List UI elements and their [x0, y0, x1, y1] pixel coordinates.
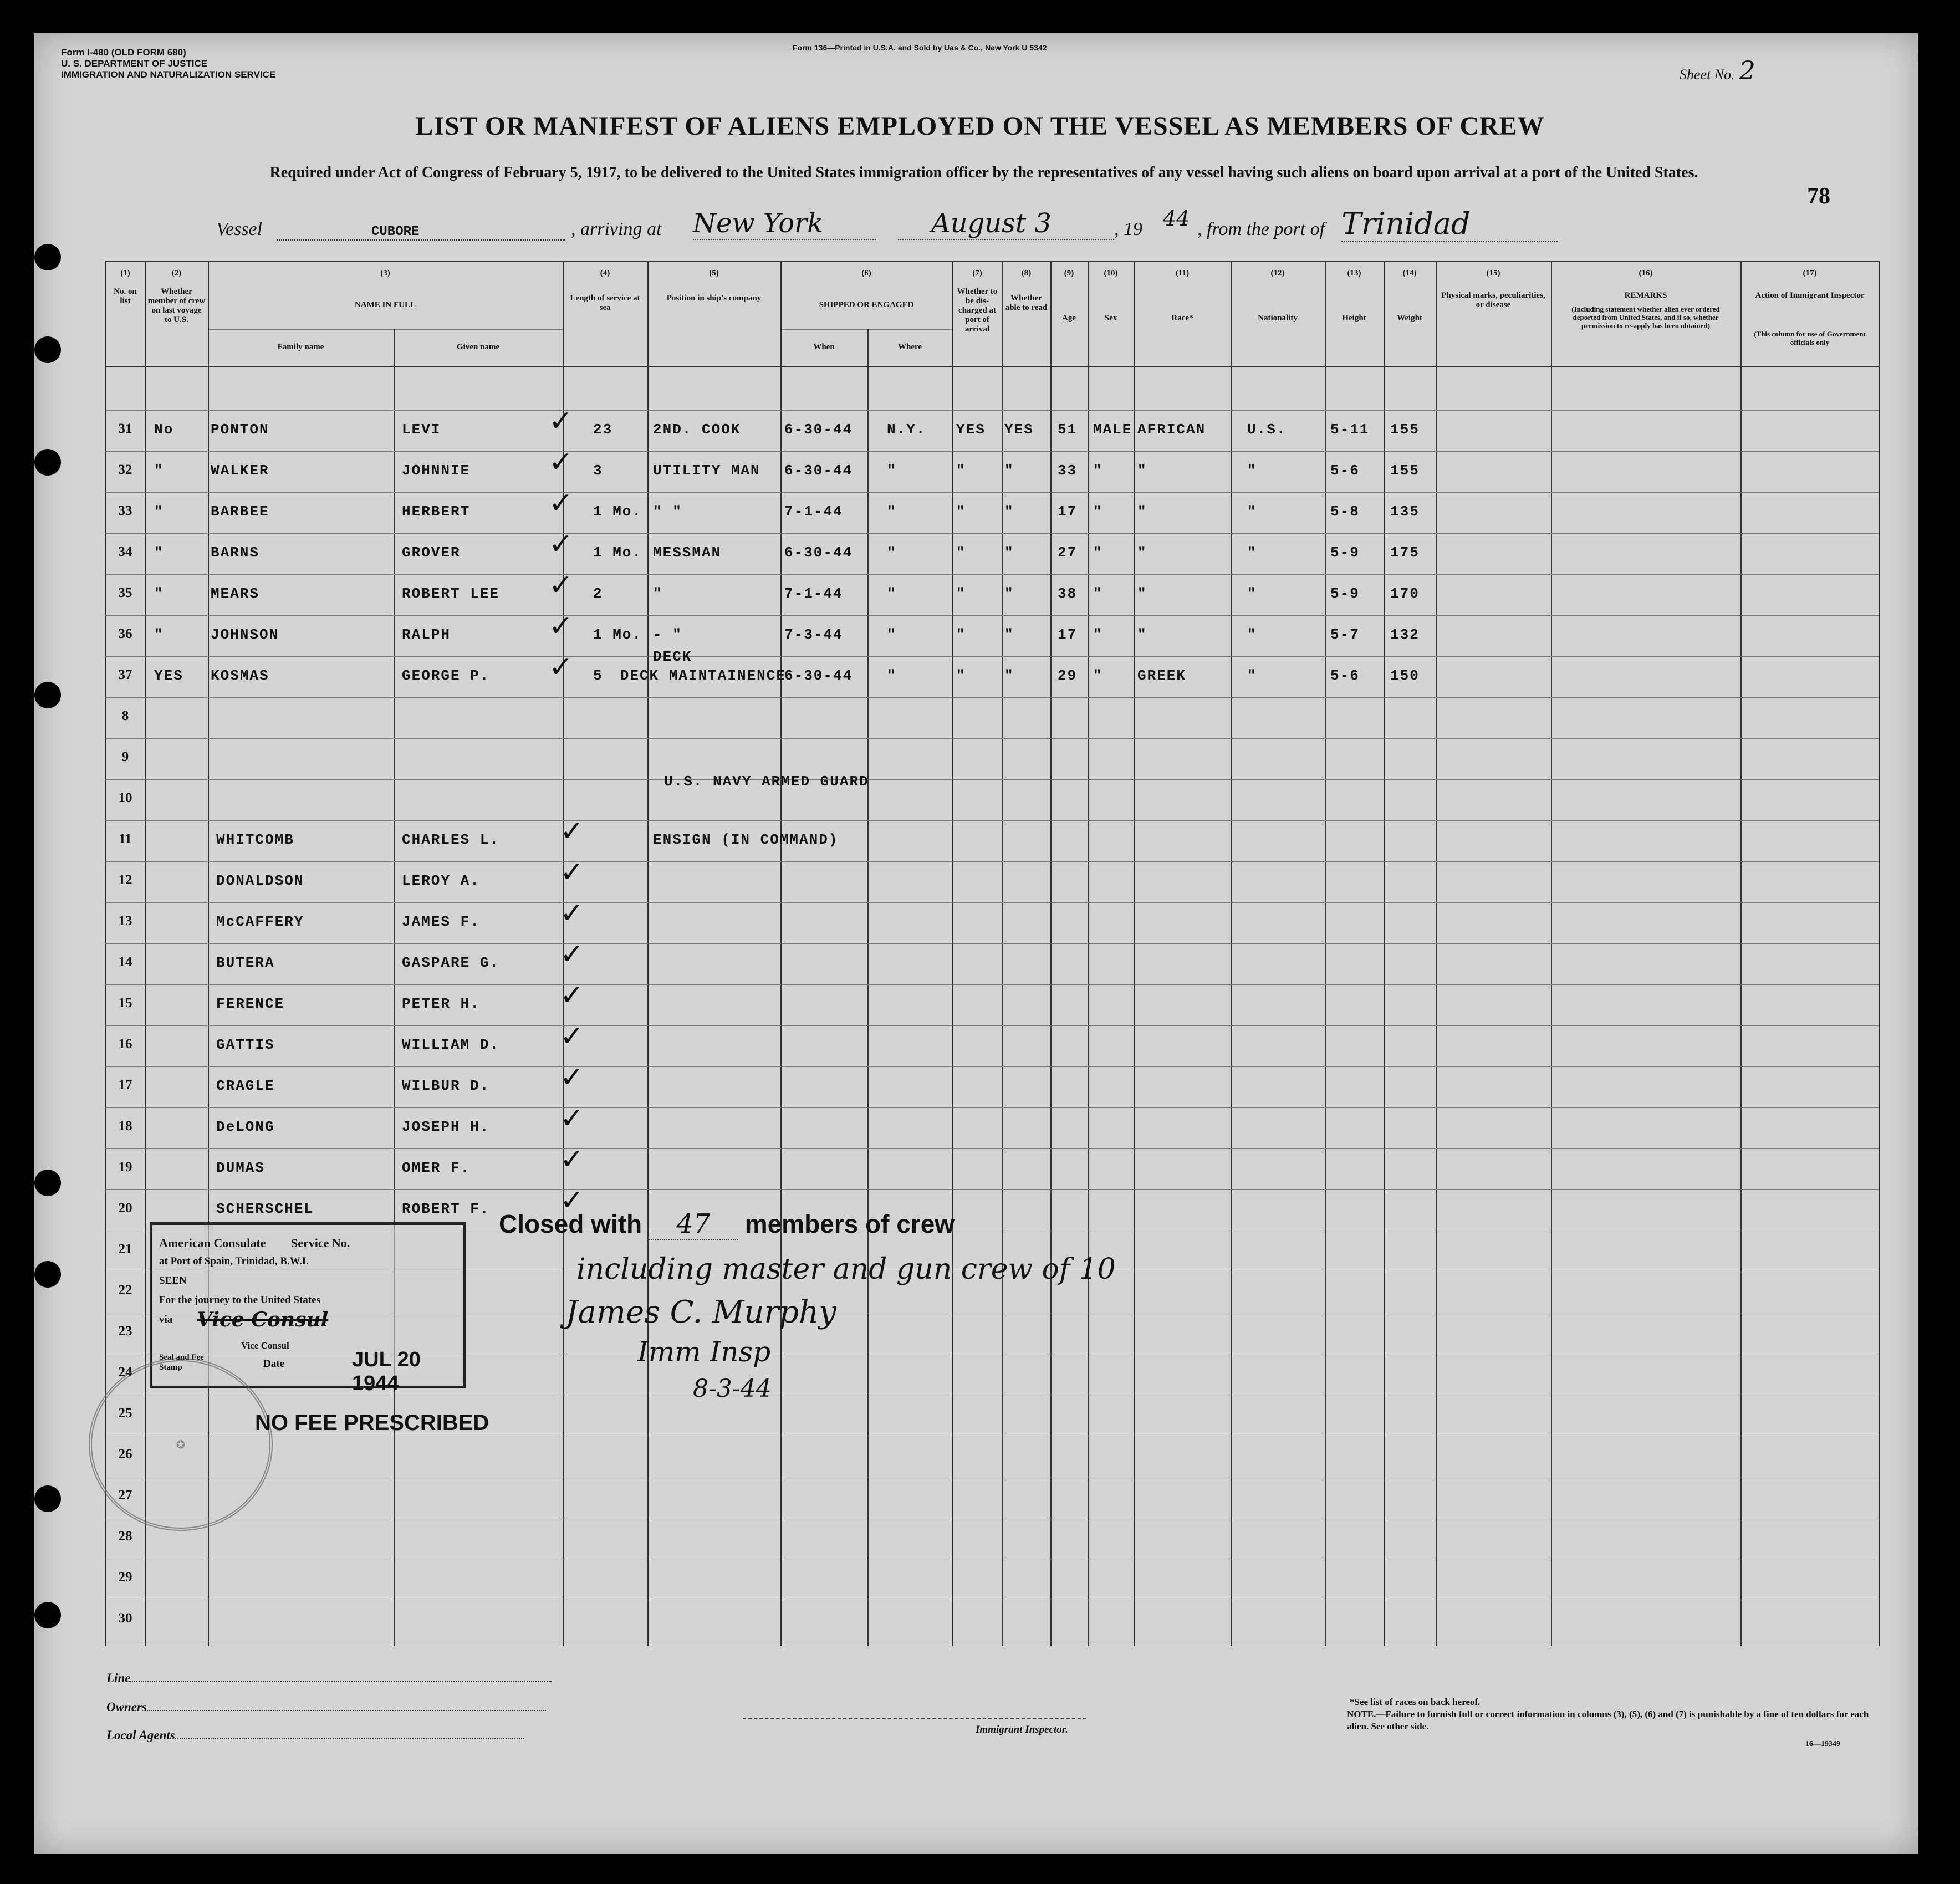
- form-code: 16—19349: [1805, 1740, 1840, 1748]
- col-header-service: Length of service at sea: [570, 294, 640, 312]
- row-number: 20: [118, 1201, 132, 1216]
- year-prefix: , 19: [1114, 219, 1142, 239]
- sheet-label: Sheet No.: [1680, 67, 1735, 83]
- cell-discharge: ": [956, 667, 966, 684]
- stamp-location: at Port of Spain, Trinidad, B.W.I.: [159, 1255, 309, 1267]
- cell-prev: ": [154, 462, 164, 479]
- col-header-name: NAME IN FULL: [354, 300, 416, 309]
- check-mark-icon: ✓: [549, 446, 573, 479]
- races-note: *See list of races on back hereof.: [1350, 1697, 1481, 1707]
- cell-age: 27: [1058, 544, 1078, 561]
- cell-family: GATTIS: [216, 1037, 275, 1053]
- from-port: Trinidad: [1341, 206, 1558, 242]
- cell-age: 38: [1058, 585, 1078, 602]
- col-header-sex: Sex: [1104, 314, 1117, 323]
- row-number: 30: [118, 1611, 132, 1626]
- cell-discharge: ": [956, 626, 966, 643]
- row-line: [105, 1107, 1879, 1108]
- service: IMMIGRATION AND NATURALIZATION SERVICE: [61, 69, 276, 80]
- row-number: 36: [118, 626, 132, 641]
- cell-nationality: U.S.: [1247, 421, 1287, 438]
- arriving-port: New York: [693, 208, 876, 240]
- cell-sex: ": [1093, 626, 1103, 643]
- stamp-journey: For the journey to the United States: [159, 1294, 320, 1306]
- cell-prev: No: [154, 421, 174, 438]
- cell-race: ": [1137, 503, 1147, 520]
- position-maintenance: DECK MAINTAINENCE: [620, 667, 786, 684]
- cell-when: 6-30-44: [784, 421, 853, 438]
- row-number: 12: [118, 872, 132, 887]
- cell-family: BARBEE: [211, 503, 269, 520]
- cell-race: ": [1137, 626, 1147, 643]
- row-number: 25: [118, 1406, 132, 1421]
- cell-position: - ": [653, 626, 682, 643]
- cell-prev: ": [154, 503, 164, 520]
- check-mark-icon: ✓: [560, 938, 584, 971]
- cell-position: MESSMAN: [653, 544, 722, 561]
- col-num: (2): [171, 269, 182, 278]
- cell-where: ": [887, 462, 897, 479]
- col-num: (13): [1347, 269, 1361, 278]
- signer-title: Imm Insp: [637, 1336, 771, 1368]
- signed-date: 8-3-44: [693, 1375, 772, 1403]
- cell-where: ": [887, 626, 897, 643]
- row-number: 26: [118, 1447, 132, 1462]
- cell-nationality: ": [1247, 585, 1257, 602]
- cell-when: 7-1-44: [784, 503, 843, 520]
- check-mark-icon: ✓: [549, 610, 573, 643]
- cell-where: N.Y.: [887, 421, 926, 438]
- row-line: [105, 1148, 1879, 1149]
- crew-table: [105, 261, 1879, 1646]
- cell-sex: ": [1093, 544, 1103, 561]
- armed-guard-heading: U.S. NAVY ARMED GUARD: [664, 773, 869, 790]
- cell-when: 7-3-44: [784, 626, 843, 643]
- check-mark-icon: ✓: [560, 897, 584, 930]
- row-line: [105, 697, 1879, 698]
- stamp-seal-label: Seal and Fee Stamp: [159, 1353, 204, 1372]
- punch-hole: [34, 244, 61, 270]
- cell-race: ": [1137, 585, 1147, 602]
- check-mark-icon: ✓: [560, 1102, 584, 1135]
- row-number: 16: [118, 1037, 132, 1051]
- cell-discharge: ": [956, 544, 966, 561]
- row-line: [105, 574, 1879, 575]
- check-mark-icon: ✓: [549, 528, 573, 561]
- no-fee-stamp: NO FEE PRESCRIBED: [255, 1411, 489, 1435]
- cell-weight: 155: [1390, 462, 1420, 479]
- row-line: [105, 492, 1879, 493]
- row-line: [105, 902, 1879, 903]
- from-label: , from the port of: [1197, 219, 1325, 239]
- row-number: 11: [119, 831, 132, 846]
- cell-read: ": [1004, 667, 1014, 684]
- row-line: [105, 1066, 1879, 1067]
- row-line: [105, 533, 1879, 534]
- stamp-service-no: Service No.: [291, 1236, 350, 1250]
- cell-family: CRAGLE: [216, 1078, 275, 1094]
- cell-discharge: YES: [956, 421, 986, 438]
- arrival-year: 44: [1163, 206, 1190, 231]
- cell-read: YES: [1004, 421, 1034, 438]
- row-number: 9: [121, 749, 129, 764]
- cell-service: 1 Mo.: [593, 626, 642, 643]
- closed-count: 47: [649, 1208, 738, 1240]
- col-header-no: No. on list: [114, 287, 137, 305]
- col-num: (14): [1402, 269, 1417, 278]
- punch-hole: [34, 1261, 61, 1288]
- closed-suffix: members of crew: [744, 1209, 955, 1238]
- cell-weight: 155: [1390, 421, 1420, 438]
- row-number: 28: [118, 1529, 132, 1544]
- col-header-prev-voyage: Whether member of crew on last voyage to U.S.: [147, 287, 206, 324]
- cell-prev: ": [154, 544, 164, 561]
- cell-weight: 175: [1390, 544, 1420, 561]
- row-number: 27: [118, 1488, 132, 1503]
- col-header-race: Race*: [1171, 314, 1193, 323]
- cell-height: 5-6: [1330, 667, 1360, 684]
- row-number: 31: [118, 421, 132, 436]
- cell-given: OMER F.: [402, 1160, 471, 1176]
- row-number: 29: [118, 1570, 132, 1585]
- cell-family: PONTON: [211, 421, 269, 438]
- inspector-signature-line: [743, 1718, 1086, 1719]
- col-header-physical: Physical marks, peculiarities, or disease: [1441, 291, 1545, 309]
- row-number: 14: [118, 954, 132, 969]
- row-line: [105, 1189, 1879, 1190]
- cell-given: ROBERT F.: [402, 1201, 490, 1217]
- cell-sex: ": [1093, 585, 1103, 602]
- sheet-number: [1680, 55, 1755, 85]
- col-header-read: Whether able to read: [1005, 294, 1048, 312]
- cell-service: 23: [593, 421, 613, 438]
- cell-nationality: ": [1247, 503, 1257, 520]
- cell-service: 1 Mo.: [593, 544, 642, 561]
- cell-prev: YES: [154, 667, 183, 684]
- stamp-handwriting: Vice Consul: [197, 1308, 329, 1331]
- row-number: 35: [118, 585, 132, 600]
- cell-height: 5-7: [1330, 626, 1360, 643]
- arrival-date: August 3: [898, 208, 1114, 240]
- cell-nationality: ": [1247, 544, 1257, 561]
- check-mark-icon: ✓: [549, 487, 573, 520]
- closed-prefix: Closed with: [499, 1209, 642, 1238]
- page-subtitle: Required under Act of Congress of February 5, 1917, to be delivered to the United States immigration officer by the representatives of any vessel having such aliens on board upon arrival at a port of the United States.: [269, 164, 1698, 181]
- cell-given: WILLIAM D.: [402, 1037, 500, 1053]
- row-line: [105, 779, 1879, 780]
- cell-nationality: ": [1247, 667, 1257, 684]
- cell-given: ROBERT LEE: [402, 585, 500, 602]
- vessel-label: Vessel: [216, 219, 263, 239]
- check-mark-icon: ✓: [560, 856, 584, 889]
- cell-weight: 150: [1390, 667, 1420, 684]
- cell-given: JOSEPH H.: [402, 1119, 490, 1135]
- printer-note: Form 136—Printed in U.S.A. and Sold by Uas & Co., New York U 5342: [793, 43, 1047, 52]
- col-header-action: Action of Immigrant Inspector: [1755, 291, 1865, 300]
- col-num: (16): [1639, 269, 1653, 278]
- cell-sex: ": [1093, 462, 1103, 479]
- col-header-action-note: (This column for use of Government officials only: [1754, 330, 1866, 346]
- cell-service: 2: [593, 585, 603, 602]
- col-num: (1): [120, 269, 130, 278]
- row-number: 13: [118, 913, 132, 928]
- stamp-consul: Vice Consul: [241, 1340, 289, 1351]
- row-number: 19: [118, 1160, 132, 1175]
- cell-family: MEARS: [211, 585, 260, 602]
- row-number: 34: [118, 544, 132, 559]
- cell-sex: ": [1093, 503, 1103, 520]
- cell-race: ": [1137, 462, 1147, 479]
- col-header-where: Where: [897, 343, 922, 351]
- col-num: (17): [1803, 269, 1817, 278]
- cell-height: 5-6: [1330, 462, 1360, 479]
- punch-hole: [34, 1602, 61, 1628]
- cell-sex: MALE: [1093, 421, 1132, 438]
- col-header-when: When: [813, 343, 835, 351]
- stamp-seen: SEEN: [159, 1275, 187, 1286]
- row-number: 8: [121, 708, 129, 723]
- department: U. S. DEPARTMENT OF JUSTICE: [61, 58, 208, 69]
- penalty-note: NOTE.—Failure to furnish full or correct information in columns (3), (5), (6) and (7) is punishable by a fine of ten dollars for each alien. See other side.: [1347, 1709, 1869, 1732]
- cell-family: KOSMAS: [211, 667, 269, 684]
- row-number: 33: [118, 503, 132, 518]
- row-number: 37: [118, 667, 132, 682]
- cell-family: JOHNSON: [211, 626, 279, 643]
- punch-hole: [34, 682, 61, 708]
- col-header-height: Height: [1342, 314, 1366, 323]
- cell-family: SCHERSCHEL: [216, 1201, 314, 1217]
- cell-where: ": [887, 667, 897, 684]
- cell-discharge: ": [956, 462, 966, 479]
- cell-position: 2ND. COOK: [653, 421, 741, 438]
- cell-nationality: ": [1247, 626, 1257, 643]
- cell-given: JOHNNIE: [402, 462, 471, 479]
- form-number: Form I-480 (OLD FORM 680): [61, 47, 186, 58]
- cell-read: ": [1004, 503, 1014, 520]
- cell-height: 5-9: [1330, 585, 1360, 602]
- cell-position: UTILITY MAN: [653, 462, 760, 479]
- row-number: 18: [118, 1119, 132, 1134]
- col-header-nationality: Nationality: [1258, 314, 1298, 323]
- cell-given: GASPARE G.: [402, 954, 500, 971]
- cell-given: GROVER: [402, 544, 461, 561]
- cell-given: WILBUR D.: [402, 1078, 490, 1094]
- cell-when: 6-30-44: [784, 462, 853, 479]
- cell-where: ": [887, 544, 897, 561]
- cell-family: WHITCOMB: [216, 831, 294, 848]
- cell-discharge: ": [956, 503, 966, 520]
- col-num: (3): [380, 269, 390, 278]
- punch-hole: [34, 1485, 61, 1512]
- cell-given: LEROY A.: [402, 872, 480, 889]
- check-mark-icon: ✓: [549, 405, 573, 438]
- cell-height: 5-8: [1330, 503, 1360, 520]
- cell-family: DUMAS: [216, 1160, 266, 1176]
- punch-hole: [34, 1170, 61, 1196]
- footnote: [1347, 1696, 1874, 1750]
- check-mark-icon: ✓: [560, 815, 584, 848]
- row-number: 10: [118, 790, 132, 805]
- row-line: [105, 861, 1879, 862]
- row-number: 17: [118, 1078, 132, 1092]
- col-header-weight: Weight: [1397, 314, 1422, 323]
- stamp-date: JUL 20 1944: [352, 1348, 421, 1395]
- inspector-signature: James C. Murphy: [565, 1294, 836, 1330]
- cell-age: 17: [1058, 503, 1078, 520]
- row-line: [105, 1025, 1879, 1026]
- position-deck: DECK: [653, 649, 692, 665]
- check-mark-icon: ✓: [560, 1184, 584, 1217]
- col-header-family: Family name: [277, 343, 324, 351]
- row-line: [105, 820, 1879, 821]
- cell-prev: ": [154, 626, 164, 643]
- vessel-name: CUBORE: [277, 224, 565, 241]
- cell-family: BARNS: [211, 544, 260, 561]
- cell-family: DeLONG: [216, 1119, 275, 1135]
- punch-hole: [34, 449, 61, 476]
- check-mark-icon: ✓: [560, 1143, 584, 1176]
- col-num: (10): [1104, 269, 1118, 278]
- cell-when: 6-30-44: [784, 667, 853, 684]
- stamp-via: via: [159, 1314, 173, 1325]
- cell-family: BUTERA: [216, 954, 275, 971]
- cell-age: 29: [1058, 667, 1078, 684]
- cell-weight: 132: [1390, 626, 1420, 643]
- col-header-remarks-note: (Including statement whether alien ever ordered deported from United States, and if so, whether permission to re-apply has been obtained): [1571, 305, 1720, 330]
- col-num: (6): [861, 269, 871, 278]
- page-number: 78: [1807, 183, 1830, 209]
- row-number: 15: [118, 995, 132, 1010]
- stamp-date-label: Date: [263, 1358, 284, 1370]
- row-number: 24: [118, 1365, 132, 1380]
- page-title: LIST OR MANIFEST OF ALIENS EMPLOYED ON THE VESSEL AS MEMBERS OF CREW: [415, 111, 1545, 141]
- col-num: (5): [709, 269, 719, 278]
- col-num: (4): [600, 269, 610, 278]
- cell-when: 7-1-44: [784, 585, 843, 602]
- form-identifier: [61, 47, 275, 80]
- cell-read: ": [1004, 626, 1014, 643]
- arriving-label: , arriving at: [571, 219, 662, 239]
- cell-position: ": [653, 585, 663, 602]
- cell-where: ": [887, 503, 897, 520]
- row-number: 21: [118, 1242, 132, 1257]
- cell-service: 1 Mo.: [593, 503, 642, 520]
- inspector-label: Immigrant Inspector.: [976, 1724, 1068, 1735]
- cell-age: 51: [1058, 421, 1078, 438]
- cell-position: ENSIGN (IN COMMAND): [653, 831, 839, 848]
- row-line: [105, 615, 1879, 616]
- row-line: [105, 943, 1879, 944]
- col-num: (15): [1486, 269, 1500, 278]
- check-mark-icon: ✓: [549, 569, 573, 602]
- agents-label: Local Agents: [106, 1728, 524, 1743]
- check-mark-icon: ✓: [560, 1020, 584, 1053]
- row-line: [105, 656, 1879, 657]
- cell-given: RALPH: [402, 626, 451, 643]
- row-number: 23: [118, 1324, 132, 1339]
- row-line: [105, 410, 1879, 411]
- cell-family: DONALDSON: [216, 872, 304, 889]
- stamp-consulate: American Consulate: [159, 1236, 266, 1250]
- cell-family: FERENCE: [216, 995, 285, 1012]
- cell-service: 5: [593, 667, 603, 684]
- cell-age: 33: [1058, 462, 1078, 479]
- cell-given: LEVI: [402, 421, 441, 438]
- cell-race: AFRICAN: [1137, 421, 1206, 438]
- col-header-discharged: Whether to be dis-charged at port of arrival: [957, 287, 998, 334]
- punch-hole: [34, 336, 61, 363]
- col-header-position: Position in ship's company: [666, 294, 762, 303]
- cell-race: GREEK: [1137, 667, 1187, 684]
- row-line: [105, 451, 1879, 452]
- row-number: 32: [118, 462, 132, 477]
- cell-given: HERBERT: [402, 503, 471, 520]
- col-header-remarks: REMARKS: [1624, 291, 1667, 300]
- row-line: [105, 738, 1879, 739]
- col-num: (12): [1270, 269, 1285, 278]
- col-header-age: Age: [1062, 314, 1076, 323]
- cell-age: 17: [1058, 626, 1078, 643]
- cell-given: JAMES F.: [402, 913, 480, 930]
- cell-height: 5-11: [1330, 421, 1370, 438]
- cell-sex: ": [1093, 667, 1103, 684]
- closed-statement: [499, 1208, 955, 1240]
- line-label: Line: [106, 1671, 552, 1686]
- cell-family: WALKER: [211, 462, 269, 479]
- cell-weight: 135: [1390, 503, 1420, 520]
- check-mark-icon: ✓: [560, 1061, 584, 1094]
- col-num: (9): [1064, 269, 1074, 278]
- cell-given: GEORGE P.: [402, 667, 490, 684]
- cell-prev: ": [154, 585, 164, 602]
- cell-given: CHARLES L.: [402, 831, 500, 848]
- check-mark-icon: ✓: [560, 979, 584, 1012]
- cell-weight: 170: [1390, 585, 1420, 602]
- cell-discharge: ": [956, 585, 966, 602]
- cell-read: ": [1004, 462, 1014, 479]
- col-num: (8): [1021, 269, 1032, 278]
- cell-nationality: ": [1247, 462, 1257, 479]
- row-line: [105, 984, 1879, 985]
- cell-race: ": [1137, 544, 1147, 561]
- including-note: including master and gun crew of 10: [576, 1253, 1116, 1286]
- cell-when: 6-30-44: [784, 544, 853, 561]
- cell-height: 5-9: [1330, 544, 1360, 561]
- consular-seal: [89, 1358, 273, 1531]
- cell-where: ": [887, 585, 897, 602]
- col-header-given: Given name: [456, 343, 500, 351]
- col-num: (7): [972, 269, 982, 278]
- cell-given: PETER H.: [402, 995, 480, 1012]
- check-mark-icon: ✓: [549, 651, 573, 684]
- owners-label: Owners: [106, 1700, 546, 1714]
- cell-read: ": [1004, 544, 1014, 561]
- cell-family: McCAFFERY: [216, 913, 304, 930]
- cell-read: ": [1004, 585, 1014, 602]
- seal-emblem-icon: ✪: [176, 1438, 186, 1451]
- row-number: 22: [118, 1283, 132, 1298]
- cell-service: 3: [593, 462, 603, 479]
- col-num: (11): [1175, 269, 1190, 278]
- col-header-shipped: SHIPPED OR ENGAGED: [819, 300, 914, 309]
- sheet-value: 2: [1739, 55, 1755, 85]
- cell-position: " ": [653, 503, 682, 520]
